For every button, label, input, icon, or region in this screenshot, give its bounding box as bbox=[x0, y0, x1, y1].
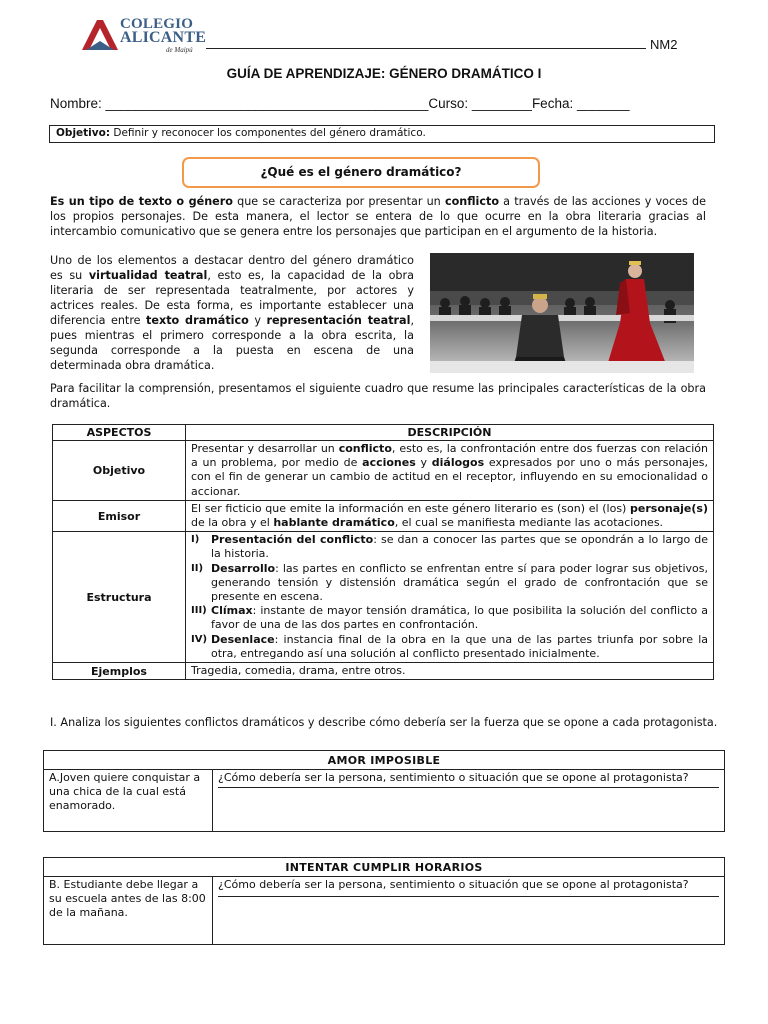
page-title: GUÍA DE APRENDIZAJE: GÉNERO DRAMÁTICO I bbox=[226, 66, 542, 81]
text-span: Presentar y desarrollar un bbox=[191, 442, 339, 455]
school-logo bbox=[80, 16, 210, 56]
conflict-question: ¿Cómo debería ser la persona, sentimiento o situación que se opone al protagonista? bbox=[218, 771, 689, 784]
bold-term: personaje(s) bbox=[630, 501, 708, 515]
text-span: a través de las acciones y voces de los propios personajes. De esta manera, el lector se entera de lo que ocurre en la obra literaria gracias al intercambio comunicativo que se genera entre los personajes que participan en el argumento de la historia. bbox=[50, 195, 706, 238]
aspect-label: Emisor bbox=[53, 500, 186, 531]
bold-term: Desarrollo bbox=[211, 561, 276, 575]
text-span: , esto es, la capacidad de la obra literaria de ser representada teatralmente, por actores y actrices reales. De esta forma, es importante establecer una diferencia entre bbox=[50, 269, 414, 327]
answer-line[interactable] bbox=[218, 787, 719, 788]
bold-term: Es un tipo de texto o género bbox=[50, 195, 233, 208]
table-row-ejemplos bbox=[53, 663, 714, 680]
text-span: , esto es, la confrontación entre dos fuerzas con relación a un problema, por medio de bbox=[191, 442, 708, 470]
aspect-description bbox=[186, 500, 714, 531]
text-span: , pues mientras el primero corresponde a la obra escrita, la segunda corresponde a la puesta en escena de una determinada obra dramática. bbox=[50, 314, 414, 372]
bold-term: Clímax bbox=[211, 604, 253, 618]
table-row bbox=[44, 858, 725, 877]
text-span: expresados por uno o más personajes, con el fin de generar un cambio de actitud en el receptor, influyendo en su emocionalidad o accionar. bbox=[191, 456, 708, 498]
answer-line[interactable] bbox=[218, 896, 719, 897]
text-span: , el cual se manifiesta mediante las acotaciones. bbox=[394, 516, 664, 530]
text-span: : instancia final de la obra en la que una de las partes triunfa por sobre la otra, entregando así una solución al conflicto presentado inicialmente. bbox=[211, 632, 708, 660]
table-row bbox=[44, 751, 725, 770]
table-header-row bbox=[53, 425, 714, 441]
conflict-case: A.Joven quiere conquistar a una chica de la cual está enamorado. bbox=[44, 770, 213, 832]
table-row bbox=[44, 770, 725, 832]
column-header-description: DESCRIPCIÓN bbox=[186, 425, 714, 441]
table-row-emisor bbox=[53, 500, 714, 531]
bold-term: texto dramático bbox=[146, 314, 249, 327]
logo-text-maipu: de Maipú bbox=[166, 46, 193, 54]
column-header-aspects: ASPECTOS bbox=[53, 425, 186, 441]
conflict-table-cumplir-horarios bbox=[43, 857, 725, 945]
exercise-instruction: I. Analiza los siguientes conflictos dramáticos y describe cómo debería ser la fuerza que se opone a cada protagonista. bbox=[50, 716, 718, 729]
table-row-estructura bbox=[53, 532, 714, 663]
list-item bbox=[191, 604, 708, 632]
logo-text-alicante: ALICANTE bbox=[120, 29, 207, 46]
text-span: : se dan a conocer las partes que se opondrán a lo largo de la historia. bbox=[211, 533, 708, 561]
bold-term: virtualidad teatral bbox=[88, 269, 208, 282]
conflict-case: B. Estudiante debe llegar a su escuela antes de las 8:00 de la mañana. bbox=[44, 877, 213, 945]
objective-label: Objetivo: bbox=[56, 127, 111, 139]
text-span: Uno de los elementos a destacar dentro del género dramático es su bbox=[50, 254, 414, 282]
list-item bbox=[191, 562, 708, 605]
level-label: NM2 bbox=[650, 37, 678, 52]
objective-box bbox=[49, 125, 715, 143]
answer-cell[interactable] bbox=[213, 770, 725, 832]
bold-term: conflicto bbox=[338, 442, 392, 455]
aspects-table bbox=[52, 424, 714, 680]
item-number: II) bbox=[191, 562, 204, 574]
theater-photo bbox=[430, 253, 694, 373]
text-span: y bbox=[248, 314, 267, 327]
objective-text: Definir y reconocer los componentes del género dramático. bbox=[110, 127, 426, 139]
aspect-description: Tragedia, comedia, drama, entre otros. bbox=[186, 663, 714, 680]
logo-text-colegio: COLEGIO bbox=[120, 16, 194, 32]
item-number: III) bbox=[191, 605, 207, 617]
conflict-table-amor-imposible bbox=[43, 750, 725, 832]
aspect-label: Estructura bbox=[53, 532, 186, 663]
conflict-question: ¿Cómo debería ser la persona, sentimiento o situación que se opone al protagonista? bbox=[218, 878, 689, 891]
aspect-label: Ejemplos bbox=[53, 663, 186, 680]
header-rule bbox=[206, 48, 646, 49]
answer-cell[interactable] bbox=[213, 877, 725, 945]
intro-table-paragraph: Para facilitar la comprensión, presentamos el siguiente cuadro que resume las principales características de la obra dramática. bbox=[50, 382, 706, 410]
bold-term: hablante dramático bbox=[273, 516, 395, 530]
list-item bbox=[191, 633, 708, 661]
bold-term: diálogos bbox=[431, 456, 485, 470]
section-heading: ¿Qué es el género dramático? bbox=[182, 157, 540, 188]
logo-a-emblem-icon bbox=[80, 16, 120, 56]
virtuality-paragraph bbox=[50, 253, 414, 373]
item-number: IV) bbox=[191, 633, 208, 645]
text-span: : instante de mayor tensión dramática, lo que posibilita la solución del conflicto a favor de una de las dos partes en confrontación. bbox=[211, 604, 708, 632]
text-span: El ser ficticio que emite la información en este género literario es (son) el (los) bbox=[191, 501, 631, 515]
bold-term: Desenlace bbox=[211, 632, 275, 646]
bold-term: conflicto bbox=[444, 195, 500, 208]
aspect-description bbox=[186, 441, 714, 501]
bold-term: Presentación del conflicto bbox=[211, 533, 374, 547]
text-span: de la obra y el bbox=[191, 516, 274, 530]
definition-paragraph bbox=[50, 194, 706, 239]
bold-term: acciones bbox=[362, 456, 416, 470]
table-row bbox=[44, 877, 725, 945]
conflict-title: INTENTAR CUMPLIR HORARIOS bbox=[44, 858, 725, 877]
bold-term: representación teatral bbox=[266, 314, 411, 327]
conflict-title: AMOR IMPOSIBLE bbox=[44, 751, 725, 770]
item-number: I) bbox=[191, 534, 200, 546]
aspect-label: Objetivo bbox=[53, 441, 186, 501]
list-item bbox=[191, 533, 708, 561]
student-info-row[interactable]: Nombre: ___________________________________________Curso: ________Fecha: _______ bbox=[50, 96, 630, 111]
text-span: : las partes en conflicto se enfrentan entre sí para poder lograr sus objetivos, generando tensión y distensión dramática según el grado de confrontación que se presente en escena. bbox=[211, 561, 708, 604]
aspect-description bbox=[186, 532, 714, 663]
text-span: y bbox=[415, 456, 432, 470]
table-row-objetivo bbox=[53, 441, 714, 501]
text-span: que se caracteriza por presentar un bbox=[232, 195, 445, 208]
